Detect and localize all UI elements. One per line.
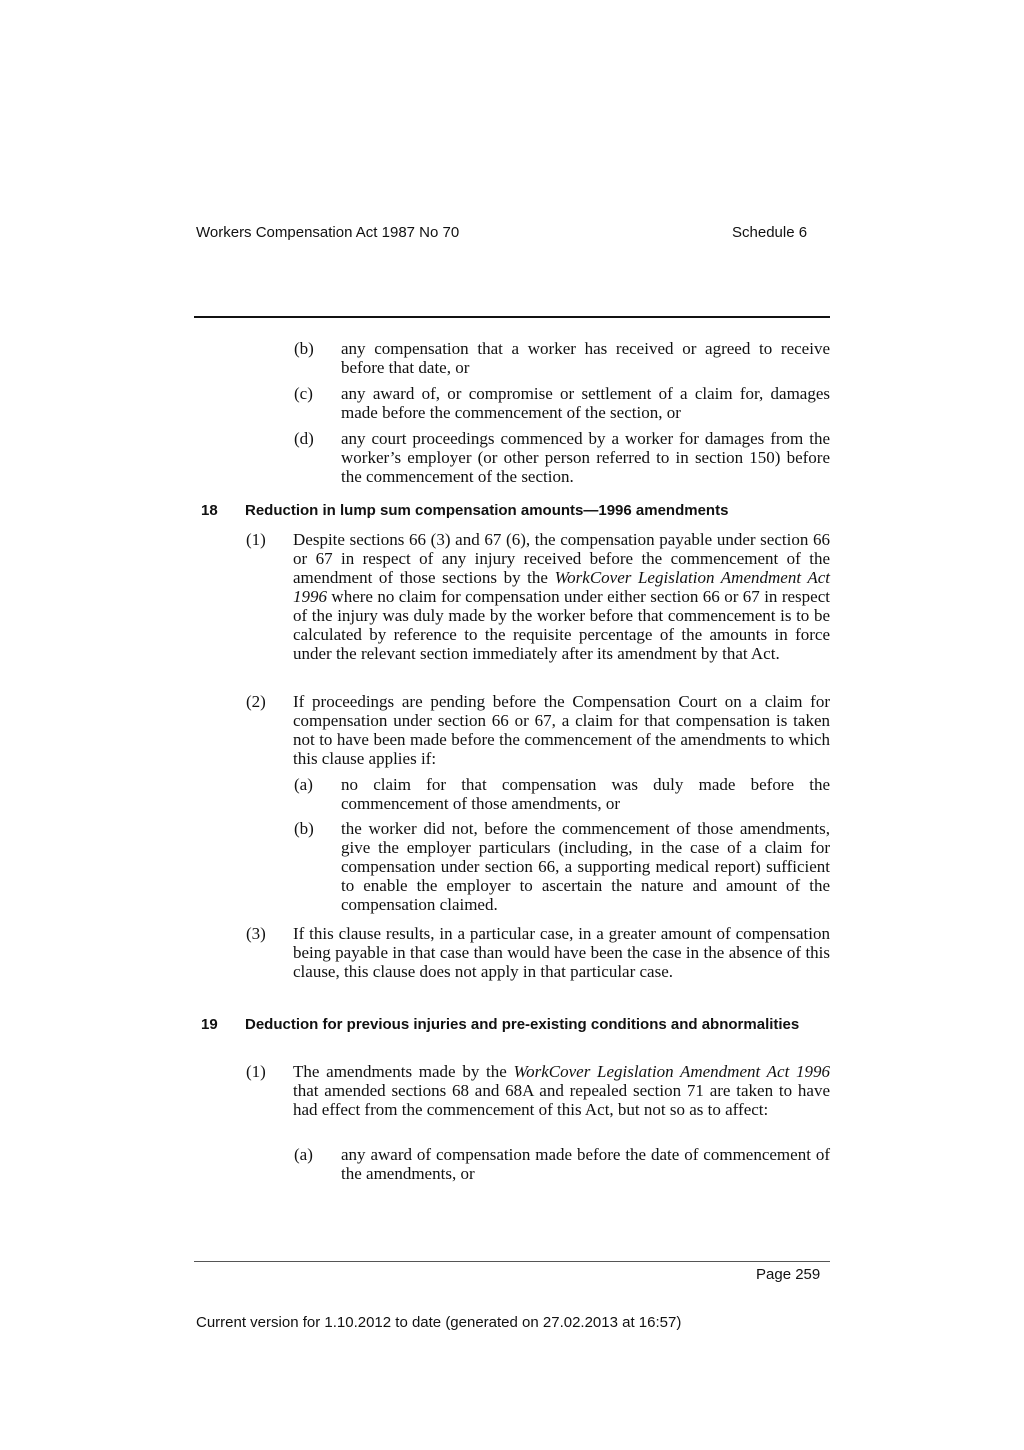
clause-18-sub1-label: (1) — [246, 530, 266, 549]
clause-18-sub2-text: If proceedings are pending before the Compensation Court on a claim for compensation under section 66 or 67, a claim for that compensation is taken not to have been made before the commencement of the amendments to which this clause applies if: — [293, 692, 830, 768]
clause-19-sub1-a-label: (a) — [294, 1145, 313, 1164]
clause-18-heading: Reduction in lump sum compensation amounts—1996 amendments — [245, 502, 729, 519]
running-header-schedule: Schedule 6 — [732, 224, 808, 241]
clause-18-sub2-b-text: the worker did not, before the commencement of those amendments, give the employer particulars (including, in the case of a claim for compensation under section 66, a supporting medical report) sufficient to enable the employer to ascertain the nature and amount of the compensation claimed. — [341, 819, 830, 914]
clause-18-sub2-label: (2) — [246, 692, 266, 711]
version-note: Current version for 1.10.2012 to date (generated on 27.02.2013 at 16:57) — [196, 1314, 682, 1331]
page-number: Page 259 — [756, 1266, 821, 1283]
act-title: WorkCover Legislation Amendment Act 1996 — [293, 568, 831, 606]
clause-18-sub2-b-label: (b) — [294, 819, 314, 838]
act-title: WorkCover Legislation Amendment Act 1996 — [513, 1062, 831, 1081]
item-c-label: (c) — [294, 384, 313, 403]
clause-18-sub3-label: (3) — [246, 924, 266, 943]
footer-rule — [194, 1261, 830, 1262]
item-b-text: any compensation that a worker has received or agreed to receive before that date, or — [341, 339, 830, 377]
clause-18-sub3-text: If this clause results, in a particular case, in a greater amount of compensation being payable in that case than would have been the case in the absence of this clause, this clause does not apply in that particular case. — [293, 924, 830, 981]
clause-18-number: 18 — [201, 502, 218, 519]
item-c-text: any award of, or compromise or settlement of a claim for, damages made before the commencement of the section, or — [341, 384, 830, 422]
clause-19-sub1-a-text: any award of compensation made before the date of commencement of the amendments, or — [341, 1145, 830, 1183]
item-d-label: (d) — [294, 429, 314, 448]
running-header-title: Workers Compensation Act 1987 No 70 — [196, 224, 460, 241]
clause-18-sub2-a-text: no claim for that compensation was duly made before the commencement of those amendments, or — [341, 775, 830, 813]
clause-19-number: 19 — [201, 1016, 218, 1033]
clause-19-sub1-text: The amendments made by the WorkCover Legislation Amendment Act 1996 that amended sections 68 and 68A and repealed section 71 are taken to have had effect from the commencement of this Act, but not so as to affect: — [293, 1062, 831, 1119]
item-d-text: any court proceedings commenced by a worker for damages from the worker’s employer (or other person referred to in section 150) before the commencement of the section. — [341, 429, 830, 486]
clause-18-sub2-a-label: (a) — [294, 775, 313, 794]
item-b-label: (b) — [294, 339, 314, 358]
clause-19-sub1-label: (1) — [246, 1062, 266, 1081]
clause-18-sub1-text: Despite sections 66 (3) and 67 (6), the compensation payable under section 66 or 67 in respect of any injury received before the commencement of the amendment of those sections by the WorkCover Legislation Amendment Act 1996 where no claim for compensation under either section 66 or 67 in respect of the injury was duly made by the worker before that commencement is to be calculated by reference to the requisite percentage of the amounts in force under the relevant section immediately after its amendment by that Act. — [293, 530, 831, 663]
clause-19-heading: Deduction for previous injuries and pre-existing conditions and abnormalities — [245, 1016, 800, 1033]
header-rule — [194, 316, 830, 318]
